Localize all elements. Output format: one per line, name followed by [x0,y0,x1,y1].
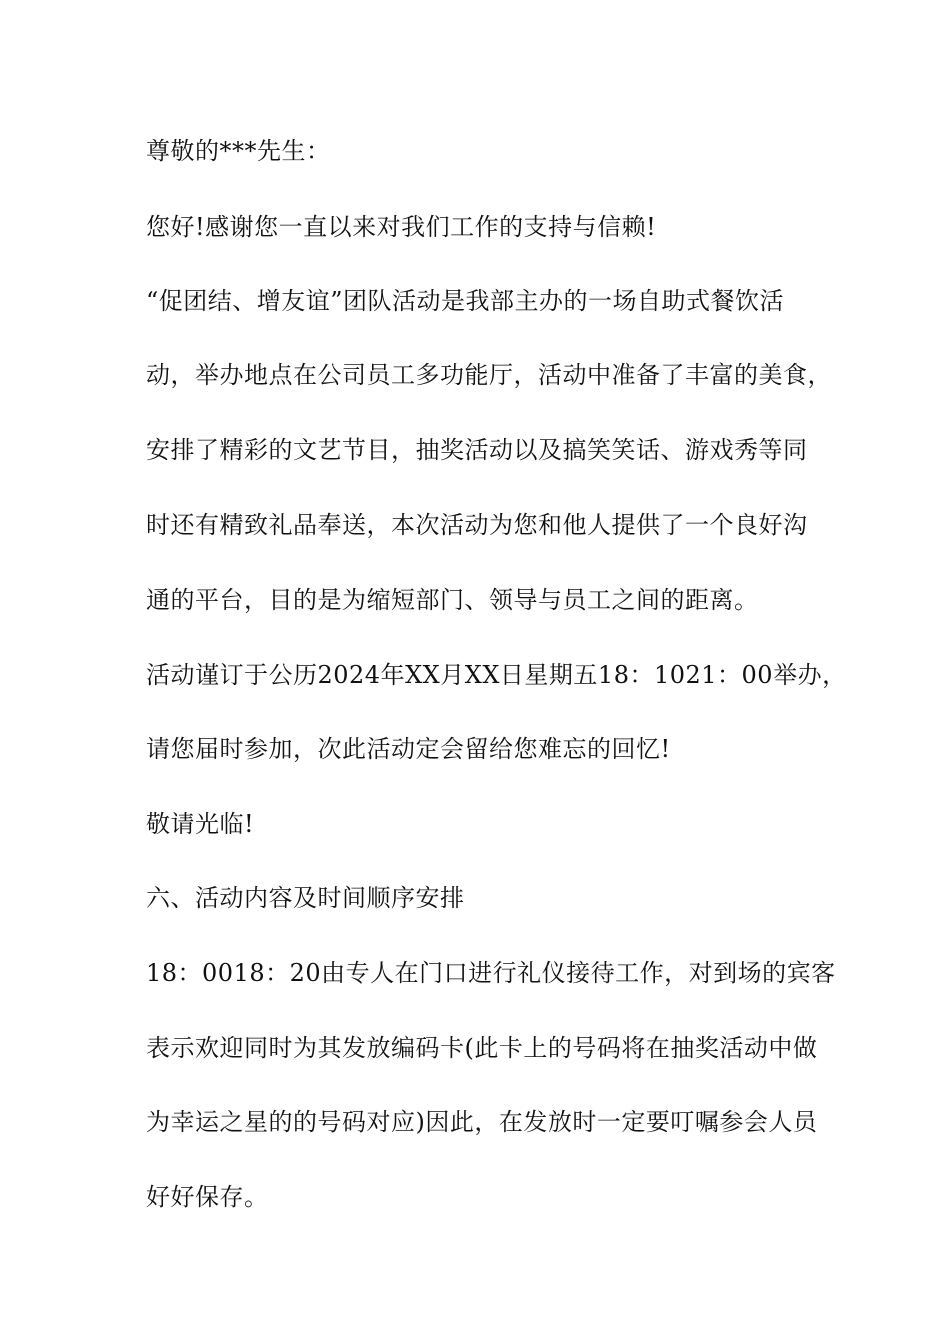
body-line: 请您届时参加，次此活动定会留给您难忘的回忆! [146,735,671,763]
body-line: 18：0018：20由专人在门口进行礼仪接待工作，对到场的宾客 [146,959,836,987]
body-line: 通的平台，目的是为缩短部门、领导与员工之间的距离。 [146,586,759,614]
body-line: 动，举办地点在公司员工多功能厅，活动中准备了丰富的美食， [146,361,832,389]
schedule-line: 活动谨订于公历2024年XX月XX日星期五18：1021：00举办， [146,661,847,689]
body-line: 为幸运之星的的号码对应)因此，在发放时一定要叮嘱参会人员 [146,1108,818,1136]
body-line: 时还有精致礼品奉送，本次活动为您和他人提供了一个良好沟 [146,511,808,539]
greeting-line: 您好!感谢您一直以来对我们工作的支持与信赖! [146,213,657,241]
body-line: 安排了精彩的文艺节目，抽奖活动以及搞笑笑话、游戏秀等同 [146,436,808,464]
section-heading: 六、活动内容及时间顺序安排 [146,884,465,912]
body-line: “促团结、增友谊”团队活动是我部主办的一场自助式餐饮活 [146,287,785,315]
body-line: 表示欢迎同时为其发放编码卡(此卡上的号码将在抽奖活动中做 [146,1034,818,1062]
closing-line: 敬请光临! [146,810,255,838]
body-line: 好好保存。 [146,1183,269,1211]
salutation-line: 尊敬的***先生： [146,137,331,165]
